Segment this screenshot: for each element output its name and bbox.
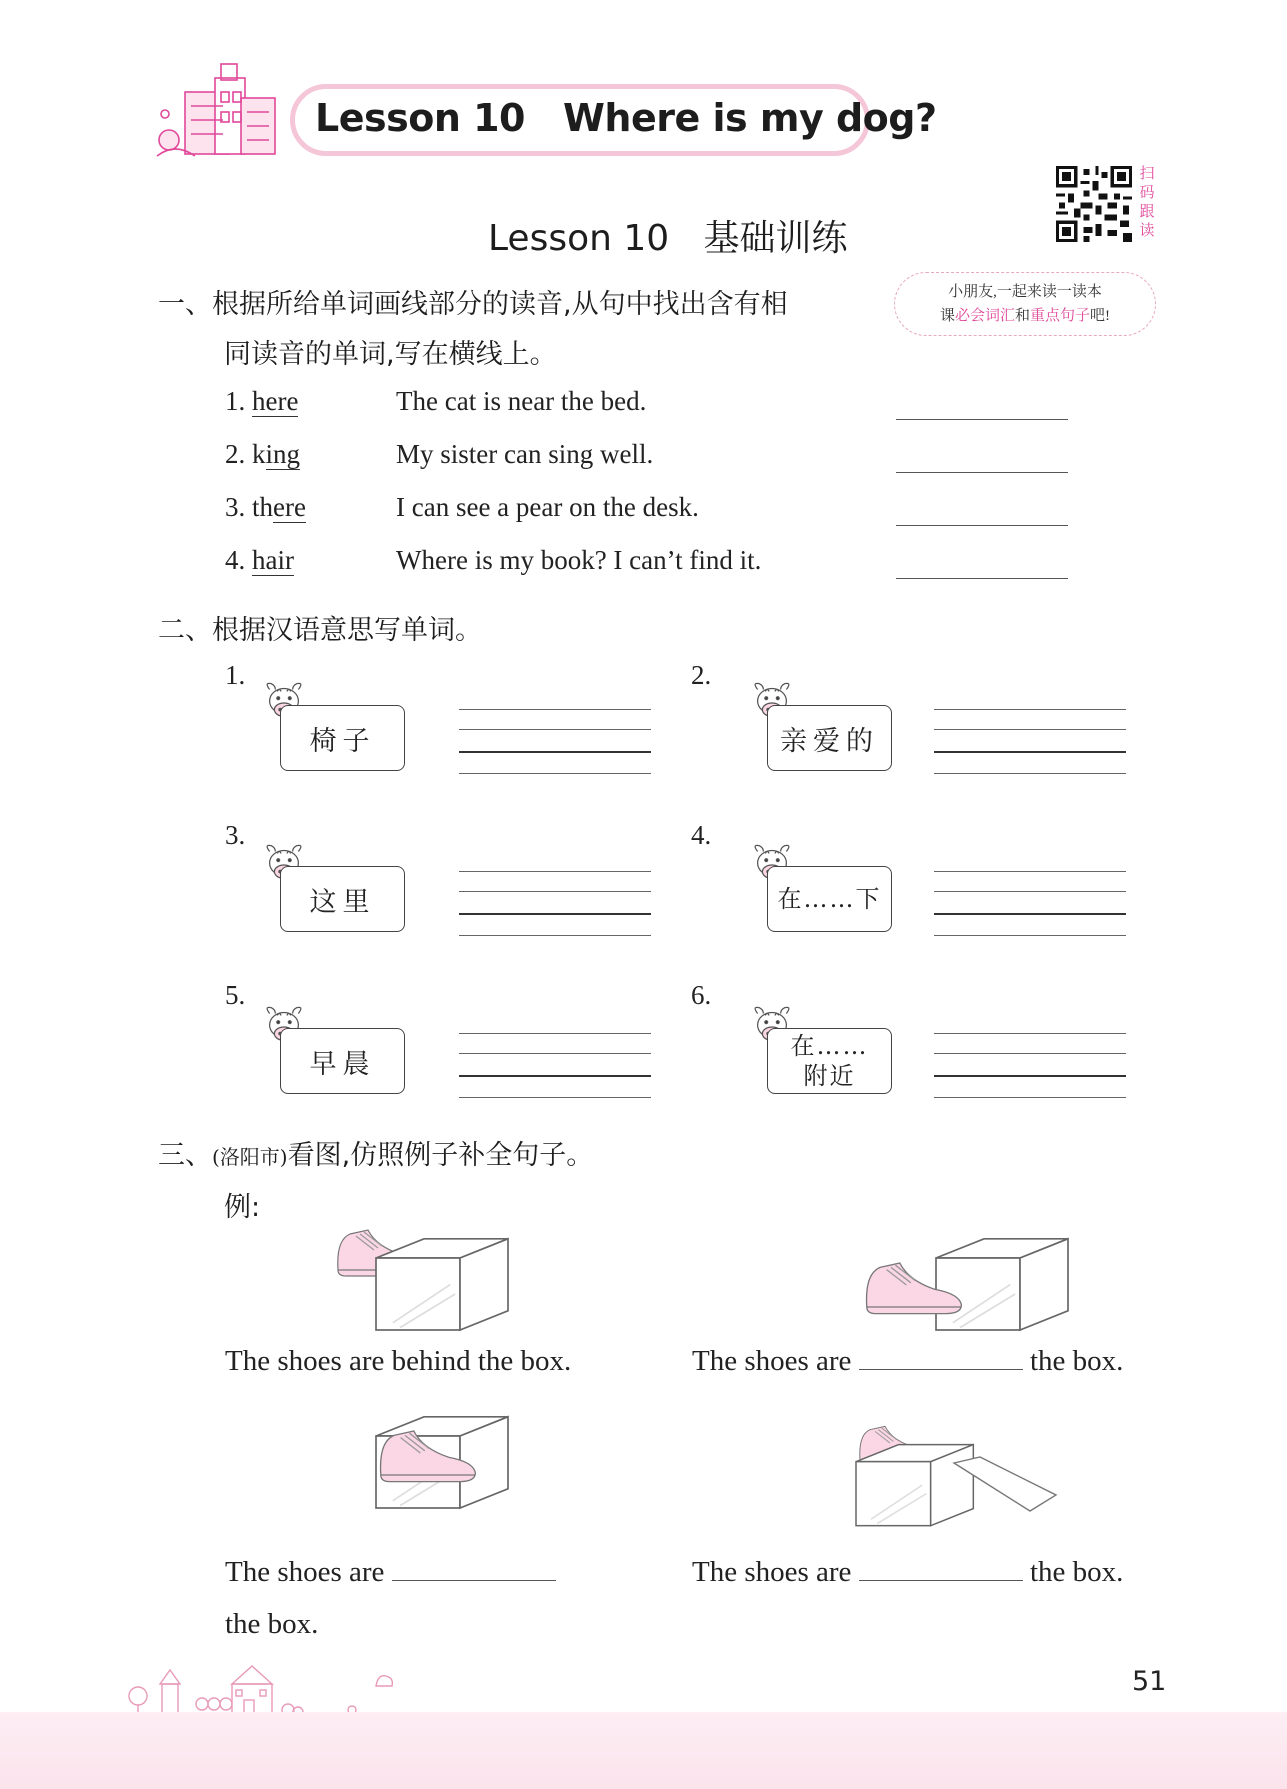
castle-illustration [155, 62, 295, 164]
item-1-sentence: The cat is near the bed. [396, 386, 647, 416]
s2-item-6-number: 6. [691, 980, 712, 1010]
bubble-text: 课 [939, 308, 955, 324]
lesson-heading-number: Lesson 10 [488, 218, 670, 259]
shoes-illustration [372, 1418, 482, 1488]
word-plain: th [252, 492, 274, 522]
question-2-sentence [692, 1345, 1123, 1378]
item-number: 2. [225, 439, 246, 469]
word-card-3: 这里 [280, 866, 405, 932]
lesson-heading [488, 210, 848, 261]
item-4-word [225, 545, 294, 576]
bubble-line-2 [895, 304, 1155, 328]
word-card-6-line-2: 附近 [803, 1062, 856, 1090]
header-lesson: Lesson 10 [315, 96, 525, 140]
item-number: 3. [225, 492, 246, 522]
item-2-sentence: My sister can sing well. [396, 439, 654, 469]
word-card-4: 在……下 [767, 866, 892, 932]
s2-item-1-number: 1. [225, 660, 246, 690]
bubble-text: 吧! [1090, 308, 1111, 324]
writing-lines-4[interactable] [934, 871, 1126, 937]
answer-blank-4[interactable] [859, 1556, 1023, 1581]
sentence-end: the box. [1029, 1556, 1124, 1588]
item-1-word [225, 386, 298, 417]
tip-bubble [894, 272, 1156, 336]
section-3-title [158, 1133, 593, 1172]
writing-lines-6[interactable] [934, 1033, 1126, 1099]
answer-blank-3[interactable] [392, 1556, 556, 1581]
item-2-word [225, 439, 300, 470]
shoes-illustration [858, 1250, 968, 1320]
section-1-title: 一、根据所给单词画线部分的读音,从句中找出含有相 [158, 289, 788, 320]
qr-code-icon[interactable] [1056, 166, 1132, 242]
section-3-prefix: 三、 [158, 1140, 212, 1171]
footer-town-illustration [120, 1660, 400, 1720]
sentence-end: the box. [1029, 1345, 1124, 1377]
answer-blank-2[interactable] [859, 1345, 1023, 1370]
answer-line-4[interactable] [896, 578, 1068, 579]
qr-label: 扫码跟读 [1139, 164, 1155, 239]
sentence-start: The shoes are [692, 1556, 852, 1588]
item-number: 1. [225, 386, 246, 416]
question-3-sentence [225, 1556, 556, 1589]
header-title: Where is my dog? [563, 96, 937, 140]
answer-line-2[interactable] [896, 472, 1068, 473]
section-3-title-text: 看图,仿照例子补全句子。 [287, 1140, 594, 1171]
word-underlined: hair [252, 545, 294, 575]
section-3-region: (洛阳市) [212, 1145, 288, 1169]
word-card-6 [767, 1028, 892, 1094]
answer-line-1[interactable] [896, 419, 1068, 420]
writing-lines-3[interactable] [459, 871, 651, 937]
s2-item-5-number: 5. [225, 980, 246, 1010]
word-card-1: 椅子 [280, 705, 405, 771]
question-4-sentence [692, 1556, 1123, 1589]
bubble-highlight-sentences: 重点句子 [1030, 308, 1091, 324]
question-3-sentence-end: the box. [225, 1608, 319, 1640]
answer-line-3[interactable] [896, 525, 1068, 526]
word-underlined: here [252, 386, 299, 416]
bubble-text: 和 [1015, 308, 1031, 324]
box-lid-illustration [950, 1455, 1060, 1515]
s2-item-2-number: 2. [691, 660, 712, 690]
item-number: 4. [225, 545, 246, 575]
word-plain: k [252, 439, 266, 469]
s2-item-4-number: 4. [691, 820, 712, 850]
footer-band [0, 1712, 1287, 1789]
writing-lines-1[interactable] [459, 709, 651, 775]
bubble-line-1: 小朋友,一起来读一读本 [948, 284, 1102, 300]
bubble-highlight-vocab: 必会词汇 [954, 308, 1015, 324]
item-3-word [225, 492, 306, 523]
box-illustration [340, 1222, 520, 1342]
sentence-start: The shoes are [692, 1345, 852, 1377]
item-3-sentence: I can see a pear on the desk. [396, 492, 699, 522]
word-underlined: ere [273, 492, 306, 522]
sentence-start: The shoes are [225, 1556, 385, 1588]
page-number: 51 [1132, 1666, 1167, 1697]
lesson-heading-title: 基础训练 [703, 218, 848, 259]
writing-lines-2[interactable] [934, 709, 1126, 775]
item-4-sentence: Where is my book? I can’t find it. [396, 545, 762, 575]
word-card-5: 早晨 [280, 1028, 405, 1094]
section-1-title-cont: 同读音的单词,写在横线上。 [224, 339, 557, 370]
writing-lines-5[interactable] [459, 1033, 651, 1099]
page-title [315, 96, 937, 140]
word-underlined: ing [265, 439, 301, 469]
footer-doodle-icon [374, 1672, 396, 1690]
example-sentence: The shoes are behind the box. [225, 1345, 572, 1377]
section-2-title: 二、根据汉语意思写单词。 [158, 615, 482, 646]
word-card-6-line-1: 在…… [790, 1032, 869, 1060]
example-label: 例: [224, 1192, 261, 1223]
s2-item-3-number: 3. [225, 820, 246, 850]
word-card-2: 亲爱的 [767, 705, 892, 771]
